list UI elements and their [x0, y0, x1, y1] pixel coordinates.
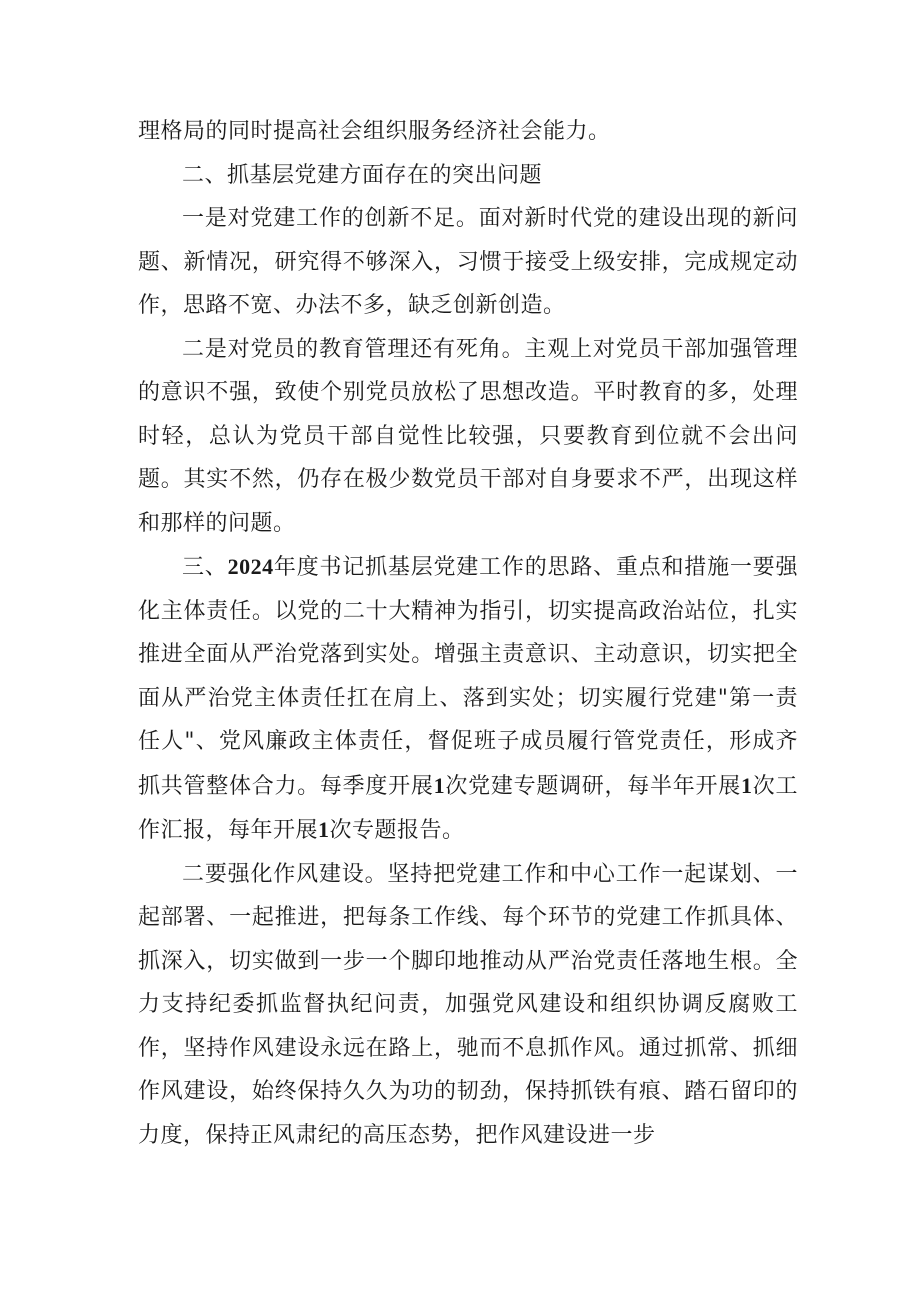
section-heading-3-paragraph	[138, 545, 798, 853]
count-special: 1	[318, 817, 330, 842]
text-report: 次工作汇报，每年开展	[138, 773, 798, 843]
count-report: 1	[740, 772, 753, 798]
heading-text: 年度书记抓基层党建工作的思路、重点和措施一要强化主体责任。以党的二十大精神为指引，切实提高政治站位，扎实推进全面从严治党落到实处。增强主责意识、主动意识，切实把全面从严治党主体责任扛在肩上、落到实处；切实履行党建"第一责任人"、党风廉政主体责任，督促班子成员履行管党责任，形成齐抓共管整体合力。每季度开展	[138, 555, 798, 799]
section-heading-2: 二、抓基层党建方面存在的突出问题	[182, 162, 543, 188]
text-research: 次党建专题调研，每半年开展	[445, 773, 741, 799]
paragraph-education: 二是对党员的教育管理还有死角。主观上对党员干部加强管理的意识不强，致使个别党员放松了思想改造。平时教育的多，处理时轻，总认为党员干部自觉性比较强，只要教育到位就不会出问题。其实不然，仍存在极少数党员干部对自身要求不严，出现这样和那样的问题。	[138, 336, 798, 536]
heading-year: 2024	[227, 554, 274, 579]
document-body	[138, 110, 798, 1157]
paragraph-innovation: 一是对党建工作的创新不足。面对新时代党的建设出现的新问题、新情况，研究得不够深入，习惯于接受上级安排，完成规定动作，思路不宽、办法不多，缺乏创新创造。	[138, 206, 798, 318]
text-special: 次专题报告。	[329, 818, 465, 843]
count-research: 1	[433, 772, 446, 798]
paragraph-continuation: 理格局的同时提高社会组织服务经济社会能力。	[138, 119, 611, 144]
heading-prefix: 三、	[182, 555, 228, 580]
paragraph-style-building: 二要强化作风建设。坚持把党建工作和中心工作一起谋划、一起部署、一起推进，把每条工作线、每个环节的党建工作抓具体、抓深入，切实做到一步一个脚印地推动从严治党责任落地生根。全力支持纪委抓监督执纪问责，加强党风建设和组织协调反腐败工作，坚持作风建设永远在路上，驰而不息抓作风。通过抓常、抓细作风建设，始终保持久久为功的韧劲，保持抓铁有痕、踏石留印的力度，保持正风肃纪的高压态势，把作风建设进一步	[138, 861, 798, 1148]
